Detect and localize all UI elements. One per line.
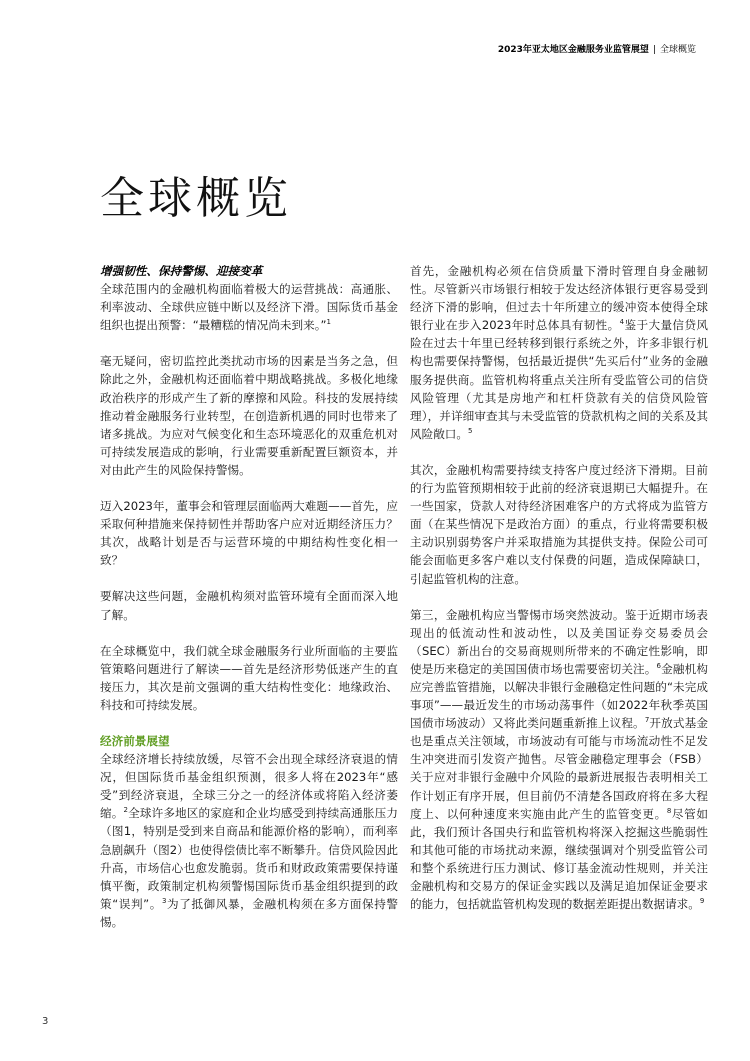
paragraph: 迈入2023年，董事会和管理层面临两大难题——首先，应采取何种措施来保持韧性并帮助客户应对近期经济压力？其次，战略计划是否与运营环境的中期结构性变化相一致？ [100, 499, 398, 568]
footnote-ref: 4 [619, 318, 625, 327]
footnote-ref: 8 [666, 806, 672, 815]
footnote-ref: 2 [123, 806, 128, 815]
footnote-ref: 1 [326, 318, 331, 327]
footnote-ref: 6 [656, 662, 662, 671]
paragraph: 其次，金融机构需要持续支持客户度过经济下滑期。目前的行为监管预期相较于此前的经济衰退期已大幅提升。在一些国家，贷款人对待经济困难客户的方式将成为监管方面（在某些情况下是政治方面）的重点，行业将需要积极主动识别弱势客户并采取措施为其提供支持。保险公司可能会面临更多客户难以支付保费的问题，造成保障缺口，引起监管机构的注意。 [410, 462, 708, 586]
footnote-ref: 7 [644, 716, 650, 725]
paragraph: 毫无疑问，密切监控此类扰动市场的因素是当务之急，但除此之外，金融机构还面临着中期战略挑战。多极化地缘政治秩序的形成产生了新的摩擦和风险。科技的发展持续推动着金融服务行业转型，在创造新机遇的同时也带来了诸多挑战。为应对气候变化和生态环境恶化的双重危机对可持续发展造成的影响，行业需要重新配置巨额资本，并对由此产生的风险保持警惕。 [100, 354, 398, 477]
header-separator: | [652, 45, 656, 55]
running-header [498, 42, 696, 55]
page-title: 全球概览 [100, 173, 292, 224]
footnote-ref: 3 [161, 896, 167, 905]
section-heading-economic-outlook: 经济前景展望 [100, 733, 170, 748]
footnote-ref: 5 [467, 426, 473, 435]
paragraph: 要解决这些问题，金融机构须对监管环境有全面而深入地了解。 [100, 589, 398, 622]
paragraph: 第三，金融机构应当警惕市场突然波动。鉴于近期市场表现出的低流动性和波动性，以及美国证券交易委员会（SEC）新出台的交易商规则所带来的不确定性影响，即使是历来稳定的美国国债市场也需要密切关注。$^6$金融机构应完善监管措施，以解决非银行金融稳定性问题的“未完成事项”——最近发生的市场动荡事件（如2022年秋季英国国债市场波动）又将此类问题重新推上议程。$^7$开放式基金也是重点关注领域，市场波动有可能与市场流动性不足发生冲突进而引发资产抛售。尽管金融稳定理事会（FSB）关于应对非银行金融中介风险的最新进展报告表明相关工作计划正有序开展，但目前仍不清楚各国政府将在多大程度上、以何种速度来实施由此产生的监管变更。$^8$尽管如此，我们预计各国央行和监管机构将深入挖掘这些脆弱性和其他可能的市场扰动来源，继续强调对个别受监管公司和整个系统进行压力测试、修订基金流动性规则，并关注金融机构和交易方的保证金实践以及满足追加保证金要求的能力，包括就监管机构发现的数据差距提出数据请求。$^9$ [410, 607, 708, 912]
paragraph: 全球经济增长持续放缓，尽管不会出现全球经济衰退的情况，但国际货币基金组织预测，很多人将在2023年“感受”到经济衰退，全球三分之一的经济体或将陷入经济萎缩。$^2$全球许多地区的家庭和企业均感受到持续高通胀压力（图1，特别是受到来自商品和能源价格的影响），而利率急剧飙升（图2）也使得偿债比率不断攀升。信贷风险因此升高，市场信心也愈发脆弱。货币和财政政策需要保持谨慎平衡，政策制定机构须警惕国际货币基金组织提到的政策“误判”。$^3$为了抵御风暴，金融机构须在多方面保持警惕。 [100, 752, 398, 929]
page-number: 3 [42, 1016, 49, 1027]
paragraph: 首先，金融机构必须在信贷质量下滑时管理自身金融韧性。尽管新兴市场银行相较于发达经济体银行更容易受到经济下滑的影响，但过去十年所建立的缓冲资本使得全球银行业在步入2023年时总体具有韧性。$^4$鉴于大量信贷风险在过去十年里已经转移到银行系统之外，许多非银行机构也需要保持警惕，包括最近提供“先买后付”业务的金融服务提供商。监管机构将重点关注所有受监管公司的信贷风险管理（尤其是房地产和杠杆贷款有关的信贷风险管理），并详细审查其与未受监管的贷款机构之间的关系及其风险敞口。$^5$ [410, 264, 708, 441]
section-heading-resilience: 增强韧性、保持警惕、迎接变革 [100, 264, 263, 278]
paragraph: 全球范围内的金融机构面临着极大的运营挑战：高通胀、利率波动、全球供应链中断以及经济下滑。国际货币基金组织也提出预警：“最糟糕的情况尚未到来。”$^1$ [100, 282, 398, 333]
header-section: 全球概览 [659, 45, 696, 55]
right-column [410, 262, 708, 931]
left-column [100, 262, 398, 949]
footnote-ref: 9 [699, 897, 705, 906]
header-report-title: 2023年亚太地区金融服务业监管展望 [497, 45, 649, 55]
paragraph: 在全球概览中，我们就全球金融服务行业所面临的主要监管策略问题进行了解读——首先是经济形势低迷产生的直接压力，其次是前文强调的重大结构性变化：地缘政治、科技和可持续发展。 [100, 643, 398, 712]
